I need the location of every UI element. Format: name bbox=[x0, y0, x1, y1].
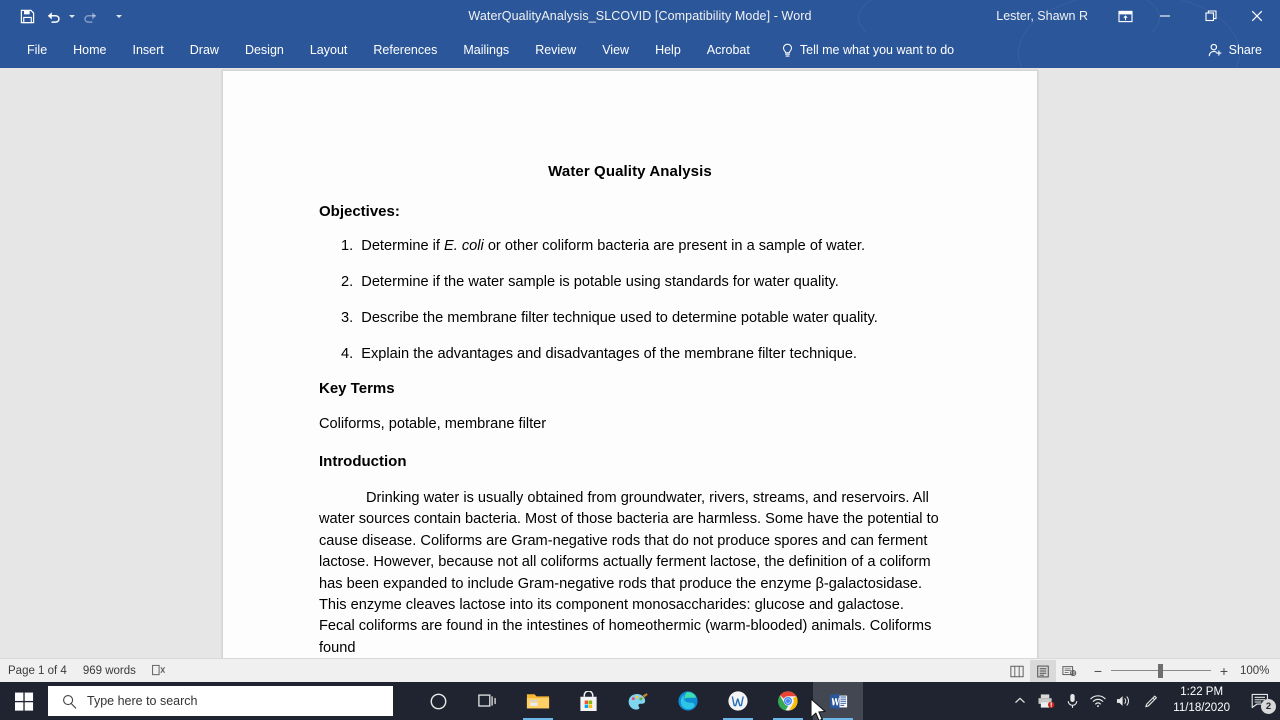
undo-dropdown[interactable] bbox=[66, 3, 78, 29]
printer-status-icon-button[interactable] bbox=[1033, 682, 1059, 720]
close-icon bbox=[1251, 10, 1263, 22]
microphone-button[interactable] bbox=[1059, 682, 1085, 720]
objective-text-2: Determine if the water sample is potable using standards for water quality. bbox=[361, 274, 839, 290]
tab-layout[interactable]: Layout bbox=[309, 43, 348, 57]
undo-icon bbox=[45, 9, 61, 24]
webex-w-icon bbox=[727, 690, 749, 712]
introduction-heading: Introduction bbox=[319, 453, 407, 470]
document-heading-title: Water Quality Analysis bbox=[548, 163, 712, 180]
undo-button[interactable] bbox=[40, 3, 66, 29]
start-button[interactable] bbox=[0, 682, 48, 720]
view-print-layout-button[interactable] bbox=[1030, 660, 1056, 682]
taskbar-webex[interactable] bbox=[713, 682, 763, 720]
share-button[interactable] bbox=[1202, 32, 1268, 68]
proofing-status-button[interactable] bbox=[152, 664, 166, 677]
search-input[interactable] bbox=[48, 686, 393, 716]
save-icon bbox=[20, 9, 35, 24]
redo-icon bbox=[83, 9, 99, 24]
zoom-out-button[interactable]: − bbox=[1093, 663, 1103, 679]
view-web-layout-button[interactable] bbox=[1056, 660, 1082, 682]
zoom-slider[interactable] bbox=[1111, 664, 1211, 678]
share-label: Share bbox=[1228, 43, 1262, 57]
objective-item-4 bbox=[319, 344, 941, 365]
read-mode-icon bbox=[1010, 665, 1024, 678]
account-name[interactable]: Lester, Shawn R bbox=[996, 9, 1088, 23]
customize-quick-access-toolbar-button[interactable] bbox=[113, 3, 125, 29]
share-person-icon bbox=[1208, 43, 1223, 57]
tab-insert[interactable]: Insert bbox=[132, 43, 164, 57]
clock-date: 11/18/2020 bbox=[1173, 702, 1230, 714]
paint-palette-icon bbox=[627, 691, 649, 712]
objective-number-2: 2. bbox=[341, 274, 354, 290]
chrome-icon bbox=[777, 690, 799, 712]
clock-time: 1:22 PM bbox=[1180, 686, 1224, 699]
folder-icon bbox=[526, 691, 550, 711]
objective-number-3: 3. bbox=[341, 310, 354, 326]
tell-me-label: Tell me what you want to do bbox=[799, 43, 955, 57]
objective-text-1a: Determine if bbox=[361, 238, 445, 254]
taskbar-task-view[interactable] bbox=[463, 682, 513, 720]
taskbar-file-explorer[interactable] bbox=[513, 682, 563, 720]
tab-help[interactable]: Help bbox=[655, 43, 681, 57]
document-canvas[interactable] bbox=[0, 68, 1280, 658]
word-count[interactable]: 969 words bbox=[82, 664, 136, 677]
objective-text-1b: or other coliform bacteria are present in a sample of water. bbox=[483, 238, 866, 254]
taskbar-microsoft-edge[interactable] bbox=[663, 682, 713, 720]
objective-number-1: 1. bbox=[341, 238, 354, 254]
introduction-paragraph: Drinking water is usually obtained from groundwater, rivers, streams, and reservoirs. All water sources contain bacteria. Most of those bacteria are harmless. Some have the potential to cause disease. Coliforms are Gram-negative rods that do not produce spores and can ferment lactose. However, because not all coliforms actually ferment lactose, the definition of a coliform has been expanded to include Gram-negative rods that produce the enzyme β-galactosidase. This enzyme cleaves lactose into its component monosaccharides: glucose and galactose. Fecal coliforms are found in the intestines of homeothermic (warm-blooded) animals. Coliforms found bbox=[319, 490, 939, 656]
quick-access-toolbar bbox=[0, 0, 125, 32]
proofing-errors-icon bbox=[152, 664, 166, 677]
tab-view[interactable]: View bbox=[602, 43, 630, 57]
status-bar bbox=[0, 658, 1280, 682]
show-hidden-icons-button[interactable] bbox=[1007, 682, 1033, 720]
taskbar-microsoft-word[interactable] bbox=[813, 682, 863, 720]
tab-acrobat[interactable]: Acrobat bbox=[706, 43, 750, 57]
chevron-down-icon bbox=[116, 15, 122, 18]
tab-draw[interactable]: Draw bbox=[189, 43, 219, 57]
chevron-down-icon bbox=[69, 15, 75, 18]
window-controls-group bbox=[996, 0, 1280, 32]
taskbar-paint-3d[interactable] bbox=[613, 682, 663, 720]
chevron-up-icon bbox=[1014, 695, 1026, 707]
save-button[interactable] bbox=[14, 3, 40, 29]
web-layout-icon bbox=[1062, 665, 1077, 678]
zoom-slider-thumb[interactable] bbox=[1158, 664, 1163, 678]
microphone-icon bbox=[1066, 693, 1079, 709]
taskbar-app-buttons bbox=[413, 682, 863, 720]
wifi-icon bbox=[1090, 694, 1106, 708]
minimize-icon bbox=[1159, 10, 1171, 22]
close-button[interactable] bbox=[1234, 0, 1280, 32]
edge-icon bbox=[677, 690, 699, 712]
document-page[interactable] bbox=[222, 70, 1038, 658]
objective-item-2 bbox=[319, 272, 941, 293]
tab-file[interactable]: File bbox=[27, 43, 48, 57]
cortana-circle-icon bbox=[429, 692, 448, 711]
objective-italic-1: E. coli bbox=[444, 238, 484, 254]
key-terms-heading: Key Terms bbox=[319, 380, 395, 397]
page-indicator[interactable]: Page 1 of 4 bbox=[8, 664, 67, 677]
search-placeholder: Type here to search bbox=[87, 694, 198, 708]
tell-me-search[interactable] bbox=[773, 32, 962, 68]
clock[interactable] bbox=[1163, 682, 1240, 720]
speaker-icon bbox=[1116, 694, 1133, 708]
objective-item-3 bbox=[319, 308, 941, 329]
zoom-level-label[interactable]: 100% bbox=[1240, 665, 1270, 677]
key-terms-text: Coliforms, potable, membrane filter bbox=[319, 416, 547, 432]
ribbon-tabs bbox=[0, 32, 962, 68]
objective-item-1 bbox=[319, 236, 941, 257]
lightbulb-icon bbox=[781, 43, 794, 58]
restore-icon bbox=[1205, 10, 1217, 22]
redo-button[interactable] bbox=[78, 3, 104, 29]
search-icon bbox=[62, 694, 77, 709]
taskbar-google-chrome[interactable] bbox=[763, 682, 813, 720]
status-bar-right bbox=[1004, 659, 1272, 683]
tab-references[interactable]: References bbox=[373, 43, 438, 57]
tab-design[interactable]: Design bbox=[244, 43, 284, 57]
objective-number-4: 4. bbox=[341, 346, 354, 362]
volume-button[interactable] bbox=[1111, 682, 1137, 720]
notification-count-badge: 2 bbox=[1261, 699, 1276, 714]
network-button[interactable] bbox=[1085, 682, 1111, 720]
task-view-icon bbox=[478, 692, 498, 710]
objectives-heading: Objectives: bbox=[319, 203, 400, 220]
ribbon-display-options-button[interactable] bbox=[1108, 0, 1142, 32]
objective-text-4: Explain the advantages and disadvantages of the membrane filter technique. bbox=[361, 346, 857, 362]
taskbar-microsoft-store[interactable] bbox=[563, 682, 613, 720]
system-tray bbox=[1007, 682, 1280, 720]
objective-text-3: Describe the membrane filter technique used to determine potable water quality. bbox=[361, 310, 878, 326]
pen-icon bbox=[1143, 694, 1158, 709]
window-title: WaterQualityAnalysis_SLCOVID [Compatibility Mode] - Word bbox=[468, 9, 812, 23]
zoom-in-button[interactable]: + bbox=[1219, 663, 1229, 679]
zoom-controls bbox=[1092, 664, 1230, 678]
notification-center-button[interactable] bbox=[1240, 682, 1280, 720]
windows-logo-icon bbox=[15, 692, 34, 711]
title-bar bbox=[0, 0, 1280, 32]
page-content bbox=[223, 71, 1037, 658]
windows-taskbar bbox=[0, 682, 1280, 720]
print-layout-icon bbox=[1036, 665, 1050, 678]
status-bar-left bbox=[0, 664, 166, 677]
ribbon-display-options-icon bbox=[1118, 10, 1133, 23]
printer-alert-icon bbox=[1037, 693, 1055, 709]
tab-mailings[interactable]: Mailings bbox=[463, 43, 510, 57]
taskbar-cortana[interactable] bbox=[413, 682, 463, 720]
view-read-mode-button[interactable] bbox=[1004, 660, 1030, 682]
minimize-button[interactable] bbox=[1142, 0, 1188, 32]
tab-review[interactable]: Review bbox=[535, 43, 577, 57]
tab-home[interactable]: Home bbox=[73, 43, 107, 57]
word-icon bbox=[828, 691, 849, 712]
store-bag-icon bbox=[578, 691, 599, 712]
ribbon-tab-bar bbox=[0, 32, 1280, 68]
pen-input-button[interactable] bbox=[1137, 682, 1163, 720]
restore-button[interactable] bbox=[1188, 0, 1234, 32]
